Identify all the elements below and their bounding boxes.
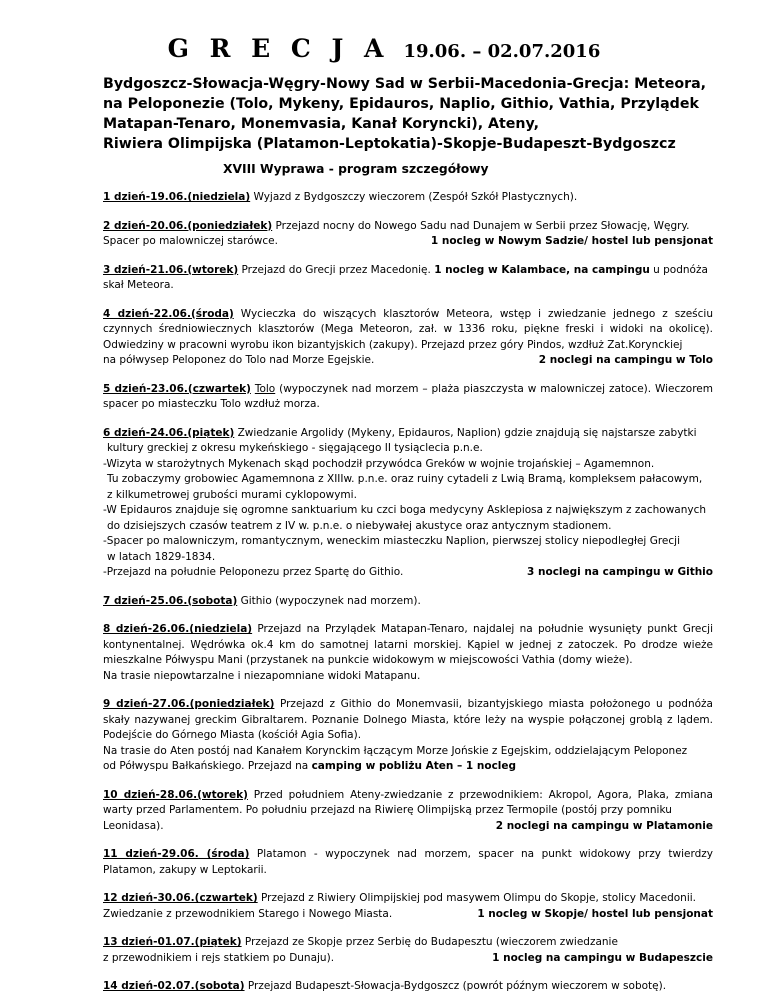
day-label: 9 dzień-27.06.(poniedziałek) xyxy=(103,698,275,710)
day-11 xyxy=(103,847,713,878)
day-line: do dzisiejszych czasów teatrem z IV w. p.n.e. o niebywałej akustyce oraz antycznym stadionem. xyxy=(107,519,612,532)
day-accommodation: 1 nocleg na campingu w Budapeszcie xyxy=(492,951,713,964)
day-label: 1 dzień-19.06.(niedziela) xyxy=(103,191,251,203)
day-1 xyxy=(103,190,713,206)
day-line: -Przejazd na południe Peloponezu przez Spartę do Githio. xyxy=(103,566,404,578)
day-text: na półwysep Peloponez do Tolo nad Morze Egejskie. xyxy=(103,354,375,366)
day-accommodation: 1 nocleg w Nowym Sadzie/ hostel lub pensjonat xyxy=(430,235,713,247)
route-line: na Peloponezie (Tolo, Mykeny, Epidauros, Naplio, Githio, Vathia, Przylądek xyxy=(103,96,699,112)
day-label: 8 dzień-26.06.(niedziela) xyxy=(103,623,253,635)
day-text: Githio (wypoczynek nad morzem). xyxy=(237,594,421,607)
day-text: Wyjazd z Bydgoszczy wieczorem (Zespół Szkół Plastycznych). xyxy=(250,191,578,203)
day-label: 11 dzień-29.06. (środa) xyxy=(103,848,250,860)
day-line: w latach 1829-1834. xyxy=(107,550,216,563)
day-label: 12 dzień-30.06.(czwartek) xyxy=(103,892,258,904)
day-text: Zwiedzanie z przewodnikiem Starego i Nowego Miasta. xyxy=(103,907,393,920)
day-text: od Półwyspu Bałkańskiego. Przejazd na xyxy=(103,760,312,772)
day-label: 2 dzień-20.06.(poniedziałek) xyxy=(103,219,273,232)
day-9 xyxy=(103,697,713,775)
day-text: Przejazd ze Skopje przez Serbię do Budapesztu (wieczorem zwiedzanie xyxy=(241,936,618,948)
day-accommodation: 1 nocleg w Skopje/ hostel lub pensjonat xyxy=(477,907,713,920)
day-text: Spacer po malowniczej starówce. xyxy=(103,235,278,247)
day-10 xyxy=(103,788,713,835)
day-text: z przewodnikiem i rejs statkiem po Dunaju). xyxy=(103,951,335,964)
day-text: Przejazd do Grecji przez Macedonię. xyxy=(238,263,435,276)
day-text: u podnóża skał Meteora. xyxy=(103,263,708,291)
day-text: Przejazd na Przylądek Matapan-Tenaro, najdalej na południe wysunięty punkt Grecji kontynentalnej. Wędrówka ok.4 km do samotnej latarni morskiej. Kąpiel w jednej z zatoczek. Po drodze wieże mieszkalne Półwyspu Mani (przystanek na punkcie widokowym w miejscowości Vathia (domy wieże). xyxy=(103,623,713,666)
day-text: Przejazd z Githio do Monemvasii, bizantyjskiego miasta położonego u podnóża skały nazywanej greckim Gibraltarem. Poznanie Dolnego Miasta, które leży na wyspie połączonej groblą z lądem. Podejście do Górnego Miasta (kościół Agia Sofia). xyxy=(103,698,713,741)
day-text: Przejazd Budapeszt-Słowacja-Bydgoszcz (powrót późnym wieczorem w sobotę). xyxy=(244,980,667,992)
day-12 xyxy=(103,891,713,922)
day-label: 7 dzień-25.06.(sobota) xyxy=(103,594,238,607)
day-accommodation: 3 noclegi na campingu w Githio xyxy=(527,566,713,578)
day-accommodation: camping w pobliżu Aten – 1 nocleg xyxy=(311,760,517,772)
day-label: 13 dzień-01.07.(piątek) xyxy=(103,936,242,948)
day-line: kultury greckiej z okresu mykeńskiego - sięgającego II tysiąclecia p.n.e. xyxy=(107,442,483,454)
day-2 xyxy=(103,219,713,250)
route-subtitle xyxy=(103,74,743,154)
day-line: z kilkumetrowej grubości murami cyklopowymi. xyxy=(107,488,357,501)
day-text: Wycieczka do wiszących klasztorów Meteora, wstęp i zwiedzanie jednego z sześciu czynnych średniowiecznych klasztorów (Mega Meteoron, zał. w 1336 roku, piękne freski i widoki na okolicę). Odwiedziny w pracowni wyrobu ikon bizantyjskich (zakupy). Przejazd przez góry Pindos, wzdłuż Zat.Korynckiej xyxy=(103,307,713,351)
day-4 xyxy=(103,307,713,369)
title-dates: 19.06. – 02.07.2016 xyxy=(403,41,601,62)
day-text: Przejazd nocny do Nowego Sadu nad Dunajem w Serbii przez Słowację, Węgry. xyxy=(272,219,690,232)
day-label: 3 dzień-21.06.(wtorek) xyxy=(103,263,239,276)
day-line: -Spacer po malowniczym, romantycznym, weneckim miasteczku Naplion, pierwszej stolicy niepodległej Grecji xyxy=(103,535,680,547)
day-14 xyxy=(103,979,713,995)
day-text: Na trasie do Aten postój nad Kanałem Korynckim łączącym Morze Jońskie z Egejskim, oddzielającym Peloponez xyxy=(103,744,688,757)
day-line: Tu zobaczymy grobowiec Agamemnona z XIIIw. p.n.e. oraz ruiny cytadeli z Lwią Bramą, kompleksem pałacowym, xyxy=(107,473,703,485)
title-country: G R E C J A xyxy=(167,34,390,63)
day-text: Platamon - wypoczynek nad morzem, spacer na punkt widokowy przy twierdzy Platamon, zakupy w Leptokarii. xyxy=(103,848,713,876)
day-accommodation: 2 noclegi na campingu w Platamonie xyxy=(495,819,713,832)
day-label: 4 dzień-22.06.(środa) xyxy=(103,307,234,320)
day-accommodation: 2 noclegi na campingu w Tolo xyxy=(538,354,713,366)
day-text: Przed południem Ateny-zwiedzanie z przewodnikiem: Akropol, Agora, Plaka, zmiana warty przed Parlamentem. Po południu przejazd na Riwierę Olimpijską przez Termopile (postój przy pomniku xyxy=(103,788,713,816)
route-line: Bydgoszcz-Słowacja-Węgry-Nowy Sad w Serbii-Macedonia-Grecja: Meteora, xyxy=(103,76,707,92)
program-title: XVIII Wyprawa - program szczegółowy xyxy=(223,162,489,176)
day-text: Zwiedzanie Argolidy (Mykeny, Epidauros, Naplion) gdzie znajdują się najstarsze zabytki xyxy=(234,426,697,439)
day-label: 5 dzień-23.06.(czwartek) xyxy=(103,382,251,395)
day-3 xyxy=(103,263,713,294)
day-label: 14 dzień-02.07.(sobota) xyxy=(103,980,245,992)
day-text: Przejazd z Riwiery Olimpijskiej pod masywem Olimpu do Skopje, stolicy Macedonii. xyxy=(257,892,697,904)
day-label: 10 dzień-28.06.(wtorek) xyxy=(103,788,248,801)
day-5 xyxy=(103,382,713,413)
day-label: 6 dzień-24.06.(piątek) xyxy=(103,426,235,439)
route-line: Matapan-Tenaro, Monemvasia, Kanał Koryncki), Ateny, xyxy=(103,116,540,132)
day-accommodation: 1 nocleg w Kalambace, na campingu xyxy=(434,263,650,276)
day-line: -Wizyta w starożytnych Mykenach skąd pochodził przywódca Greków w wojnie trojańskiej – Agamemnon. xyxy=(103,457,655,470)
day-text: Leonidasa). xyxy=(103,819,164,832)
program-heading xyxy=(103,162,708,176)
day-text: (wypoczynek nad morzem – plaża piaszczysta w malowniczej zatoce). Wieczorem spacer po miasteczku Tolo wzdłuż morza. xyxy=(103,382,713,410)
day-line: -W Epidauros znajduje się ogromne sanktuarium ku czci boga medycyny Asklepiosa z największym z zachowanych xyxy=(103,504,707,516)
day-7 xyxy=(103,594,713,610)
itinerary xyxy=(103,190,713,1008)
day-text: Na trasie niepowtarzalne i niezapomniane widoki Matapanu. xyxy=(103,669,421,682)
document-title xyxy=(0,34,768,63)
day-place: Tolo xyxy=(254,382,276,395)
day-13 xyxy=(103,935,713,966)
route-line: Riwiera Olimpijska (Platamon-Leptokatia)-Skopje-Budapeszt-Bydgoszcz xyxy=(103,136,676,152)
day-8 xyxy=(103,622,713,684)
day-6 xyxy=(103,426,713,581)
